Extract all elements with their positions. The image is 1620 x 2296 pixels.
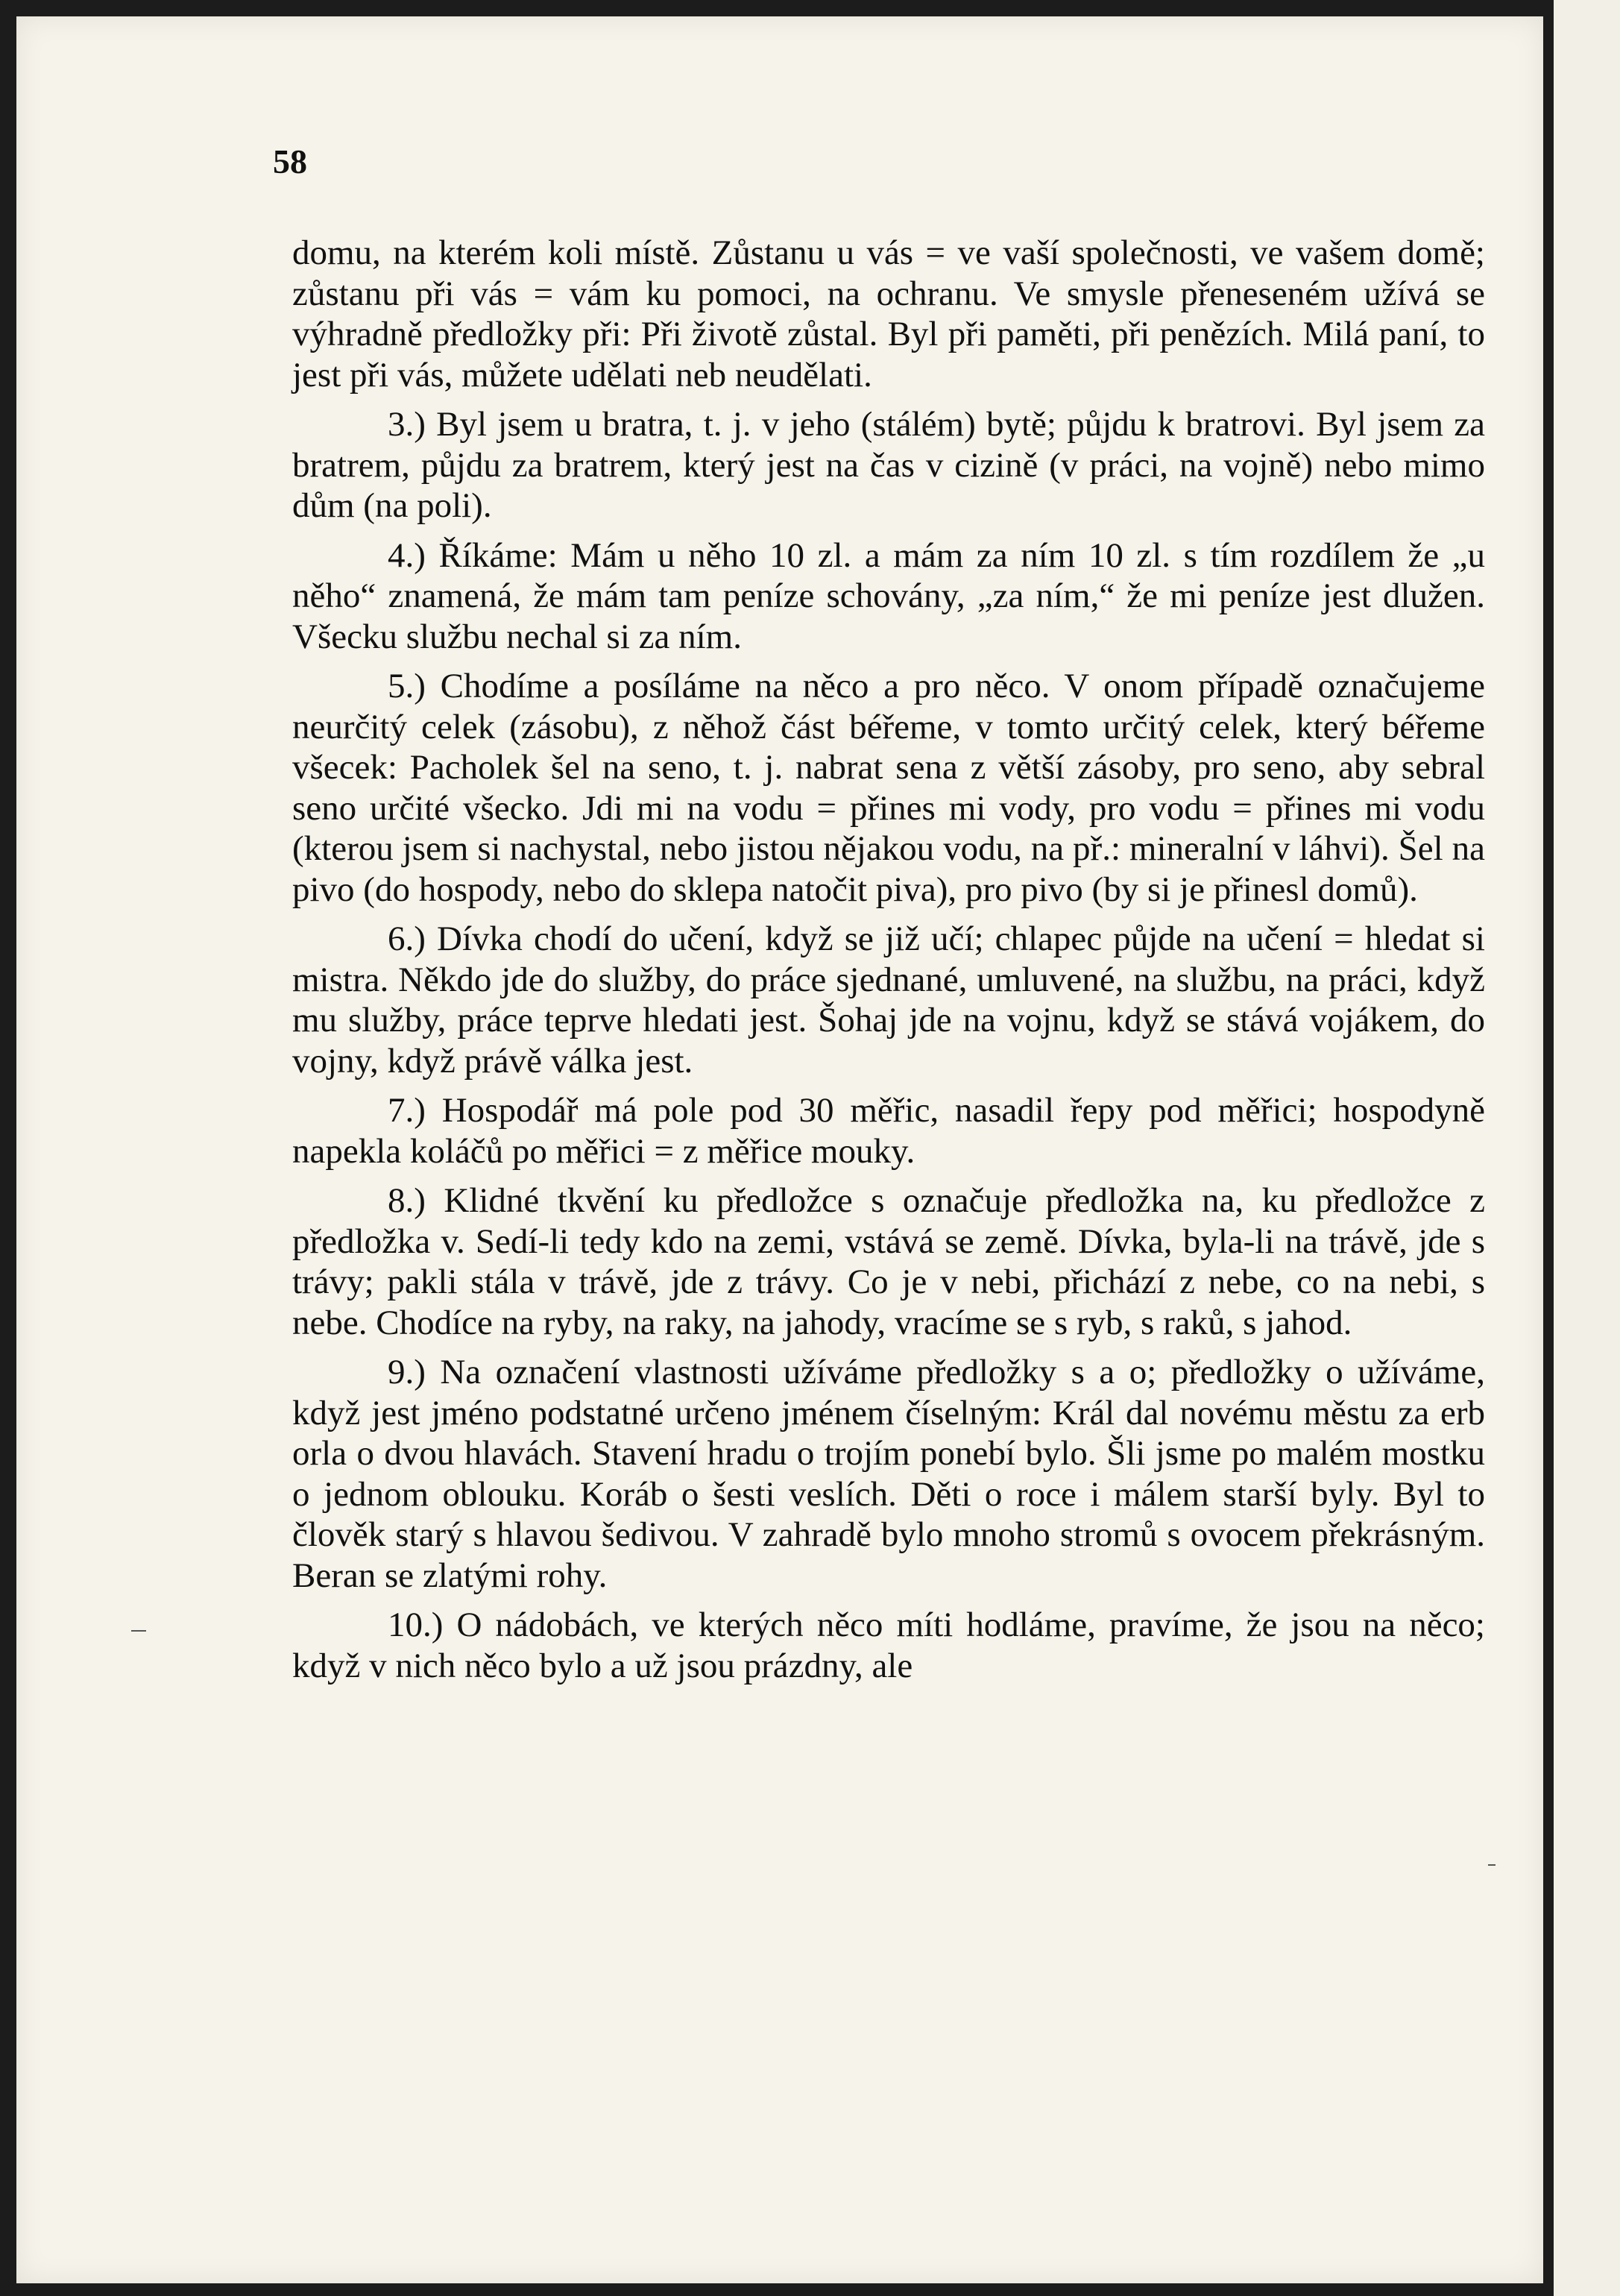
paragraph-10: 10.) O nádobách, ve kterých něco míti hodláme, pravíme, že jsou na něco; když v nich něco bylo a už jsou prázdny, ale	[292, 1605, 1485, 1685]
paragraph-continuation: domu, na kterém koli místě. Zůstanu u vás = ve vaší společnosti, ve vašem domě; zůstanu při vás = vám ku pomoci, na ochranu. Ve smysle přeneseném užívá se výhradně předložky při: Při životě zůstal. Byl při paměti, při penězích. Milá paní, to jest při vás, můžete udělati neb neudělati.	[292, 233, 1485, 394]
scan-speck	[131, 1630, 146, 1632]
paragraph-6: 6.) Dívka chodí do učení, když se již učí; chlapec půjde na učení = hledat si mistra. Někdo jde do služby, do práce sjednané, umluvené, na službu, na práci, když mu služby, práce teprve hledati jest. Šohaj jde na vojnu, když se stává vojákem, do vojny, když právě válka jest.	[292, 919, 1485, 1081]
paragraph-5: 5.) Chodíme a posíláme na něco a pro něco. V onom případě označujeme neurčitý celek (zásobu), z něhož část béřeme, v tomto určitý celek, který béřeme všecek: Pacholek šel na seno, t. j. nabrat sena z větší zásoby, pro seno, aby sebral seno určité všecko. Jdi mi na vodu = přines mi vody, pro vodu = přines mi vodu (kterou jsem si nachystal, nebo jistou nějakou vodu, na př.: mineralní v láhvi). Šel na pivo (do hospody, nebo do sklepa natočit piva), pro pivo (by si je přinesl domů).	[292, 667, 1485, 909]
paragraph-7: 7.) Hospodář má pole pod 30 měřic, nasadil řepy pod měřici; hospodyně napekla koláčů po měřici = z měřice mouky.	[292, 1091, 1485, 1171]
page-text	[292, 233, 1485, 1686]
page-number: 58	[273, 142, 307, 180]
paragraph-9: 9.) Na označení vlastnosti užíváme předložky s a o; předložky o užíváme, když jest jméno podstatné určeno jménem číselným: Král dal novému městu za erb orla o dvou hlavách. Stavení hradu o trojím ponebí bylo. Šli jsme po malém mostku o jednom oblouku. Koráb o šesti veslích. Děti o roce i málem starší byly. Byl to člověk starý s hlavou šedivou. V zahradě bylo mnoho stromů s ovocem překrásným. Beran se zlatými rohy.	[292, 1353, 1485, 1595]
paragraph-4: 4.) Říkáme: Mám u něho 10 zl. a mám za ním 10 zl. s tím rozdílem že „u něho“ znamená, že mám tam peníze schovány, „za ním,“ že mi peníze jest dlužen. Všecku službu nechal si za ním.	[292, 535, 1485, 656]
paragraph-3: 3.) Byl jsem u bratra, t. j. v jeho (stálém) bytě; půjdu k bratrovi. Byl jsem za bratrem, půjdu za bratrem, který jest na čas v cizině (v práci, na vojně) nebo mimo dům (na poli).	[292, 405, 1485, 525]
paragraph-8: 8.) Klidné tkvění ku předložce s označuje předložka na, ku předložce z předložka v. Sedí-li tedy kdo na zemi, vstává se země. Dívka, byla-li na trávě, jde s trávy; pakli stála v trávě, jde z trávy. Co je v nebi, přichází z nebe, co na nebi, s nebe. Chodíce na ryby, na raky, na jahody, vracíme se s ryb, s raků, s jahod.	[292, 1181, 1485, 1342]
scan-speck	[1488, 1864, 1495, 1866]
next-page-edge	[1554, 0, 1620, 2296]
